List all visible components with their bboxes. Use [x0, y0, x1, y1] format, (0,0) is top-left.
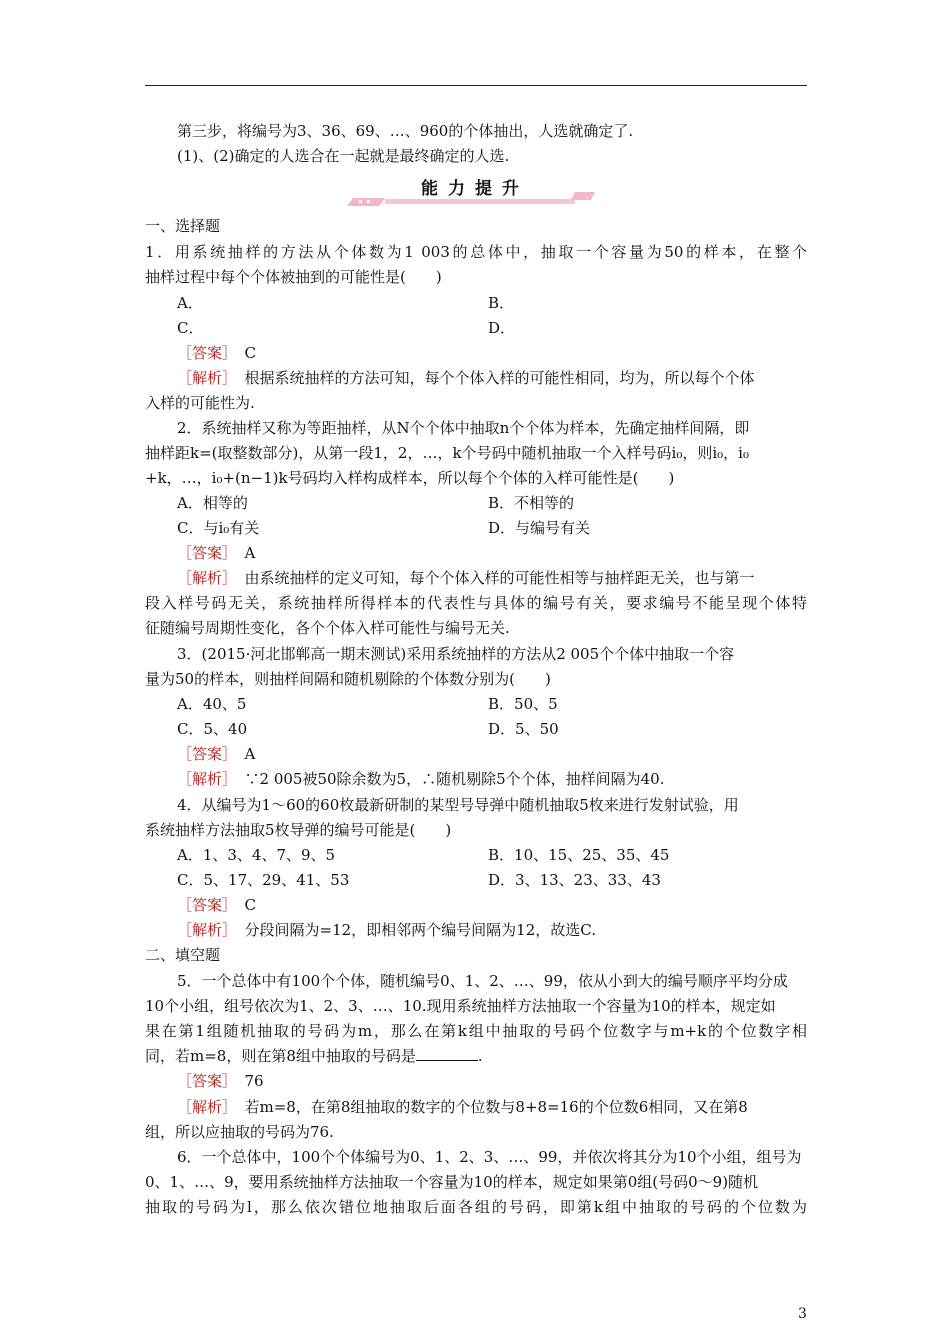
explanation-line: 组，所以应抽取的号码为76. — [145, 1123, 334, 1141]
banner-title: 能力提升 — [421, 179, 529, 199]
answer-value: A — [229, 544, 256, 562]
explanation-line: 入样的可能性为. — [145, 394, 255, 412]
question-line: 抽样距k=(取整数部分)，从第一段1，2，…，k个号码中随机抽取一个入样号码i₀，则i₀，i₀ — [145, 444, 749, 462]
paragraph-line: 第三步，将编号为3、36、69、…、960的个体抽出，人选就确定了. — [177, 122, 634, 140]
option: C．5、17、29、41、53 — [177, 871, 350, 889]
explanation-line — [177, 767, 665, 792]
answer-tag: ［答案］ — [177, 745, 230, 763]
explanation-text: 根据系统抽样的方法可知，每个个体入样的可能性相同，均为，所以每个个体 — [229, 369, 755, 387]
section-banner — [345, 176, 605, 206]
option: C． — [177, 319, 204, 337]
explanation-text: 若m=8，在第8组抽取的数字的个位数与8+8=16的个位数6相同，又在第8 — [229, 1098, 748, 1116]
question-text: 同，若m=8，则在第8组中抽取的号码是 — [145, 1047, 416, 1065]
explanation-line — [177, 566, 755, 591]
answer-line — [177, 742, 255, 767]
answer-tag: ［答案］ — [177, 1072, 230, 1090]
answer-line — [177, 541, 255, 566]
option: D．与编号有关 — [488, 519, 591, 537]
option: D． — [488, 319, 516, 337]
question-text: . — [477, 1047, 483, 1065]
answer-line — [177, 893, 256, 918]
explanation-line — [177, 1095, 748, 1120]
option: D．5、50 — [488, 720, 559, 738]
option: B．不相等的 — [488, 494, 575, 512]
option: A．40、5 — [177, 695, 247, 713]
question-line — [145, 1044, 483, 1069]
question-line: 果在第1组随机抽取的号码为m，那么在第k组中抽取的号码个位数字与m+k的个位数字相 — [145, 1022, 807, 1040]
option: D．3、13、23、33、43 — [488, 871, 661, 889]
question-line: 10个小组，组号依次为1、2、3、…、10.现用系统抽样方法抽取一个容量为10的样本，规定如 — [145, 997, 776, 1015]
question-line: 4．从编号为1～60的60枚最新研制的某型号导弹中随机抽取5枚来进行发射试验，用 — [177, 796, 739, 814]
page-number: 3 — [798, 1306, 807, 1322]
option: A．相等的 — [177, 494, 248, 512]
explanation-line: 段入样号码无关，系统抽样所得样本的代表性与具体的编号有关，要求编号不能呈现个体特 — [145, 594, 807, 612]
explanation-text: 由系统抽样的定义可知，每个个体入样的可能性相等与抽样距无关，也与第一 — [229, 569, 755, 587]
answer-value: C — [229, 344, 256, 362]
question-line: 2．系统抽样又称为等距抽样，从N个个体中抽取n个个体为样本，先确定抽样间隔，即 — [177, 419, 750, 437]
option: C．与i₀有关 — [177, 519, 260, 537]
explanation-text: 分段间隔为=12，即相邻两个编号间隔为12，故选C. — [229, 921, 596, 939]
question-line: 量为50的样本，则抽样间隔和随机剔除的个体数分别为( ) — [145, 670, 551, 688]
explanation-tag: ［解析］ — [177, 569, 230, 587]
answer-tag: ［答案］ — [177, 344, 230, 362]
answer-value: C — [229, 896, 256, 914]
explanation-tag: ［解析］ — [177, 1098, 230, 1116]
option: A．1、3、4、7、9、5 — [177, 846, 336, 864]
section-heading: 一、选择题 — [145, 217, 221, 235]
option: B．10、15、25、35、45 — [488, 846, 670, 864]
answer-line — [177, 1069, 264, 1094]
question-line: 1．用系统抽样的方法从个体数为1 003的总体中，抽取一个容量为50的样本，在整个 — [145, 243, 807, 261]
explanation-line — [177, 918, 596, 943]
section-heading: 二、填空题 — [145, 946, 221, 964]
question-line: 抽取的号码为l，那么依次错位地抽取后面各组的号码，即第k组中抽取的号码的个位数为 — [145, 1198, 807, 1216]
question-line: 3．(2015·河北邯郸高一期末测试)采用系统抽样的方法从2 005个个体中抽取一个容 — [177, 645, 735, 663]
question-line: 6．一个总体中，100个个体编号为0、1、2、3、…、99，并依次将其分为10个小组，组号为 — [177, 1148, 802, 1166]
option: B． — [488, 294, 515, 312]
fill-blank — [416, 1046, 478, 1061]
explanation-line: 征随编号周期性变化，各个个体入样可能性与编号无关. — [145, 619, 510, 637]
answer-value: 76 — [229, 1072, 264, 1090]
question-line: +k，…，i₀+(n−1)k号码均入样构成样本，所以每个个体的入样可能性是( ) — [145, 469, 675, 487]
explanation-tag: ［解析］ — [177, 770, 230, 788]
explanation-line — [177, 366, 755, 391]
option: C．5、40 — [177, 720, 248, 738]
answer-tag: ［答案］ — [177, 544, 230, 562]
answer-value: A — [229, 745, 256, 763]
option: B．50、5 — [488, 695, 558, 713]
option: A． — [177, 294, 203, 312]
explanation-tag: ［解析］ — [177, 921, 230, 939]
question-line: 0、1、…、9，要用系统抽样方法抽取一个容量为10的样本，规定如果第0组(号码0～9)随机 — [145, 1173, 759, 1191]
explanation-tag: ［解析］ — [177, 369, 230, 387]
explanation-text: ∵2 005被50除余数为5，∴随机剔除5个个体，抽样间隔为40. — [229, 770, 665, 788]
answer-line — [177, 341, 256, 366]
header-rule — [145, 85, 807, 86]
answer-tag: ［答案］ — [177, 896, 230, 914]
question-line: 抽样过程中每个个体被抽到的可能性是( ) — [145, 268, 442, 286]
question-line: 5．一个总体中有100个个体，随机编号0、1、2、…、99，依从小到大的编号顺序平均分成 — [177, 972, 788, 990]
paragraph-line: (1)、(2)确定的人选合在一起就是最终确定的人选. — [177, 147, 510, 165]
question-line: 系统抽样方法抽取5枚导弹的编号可能是( ) — [145, 821, 452, 839]
